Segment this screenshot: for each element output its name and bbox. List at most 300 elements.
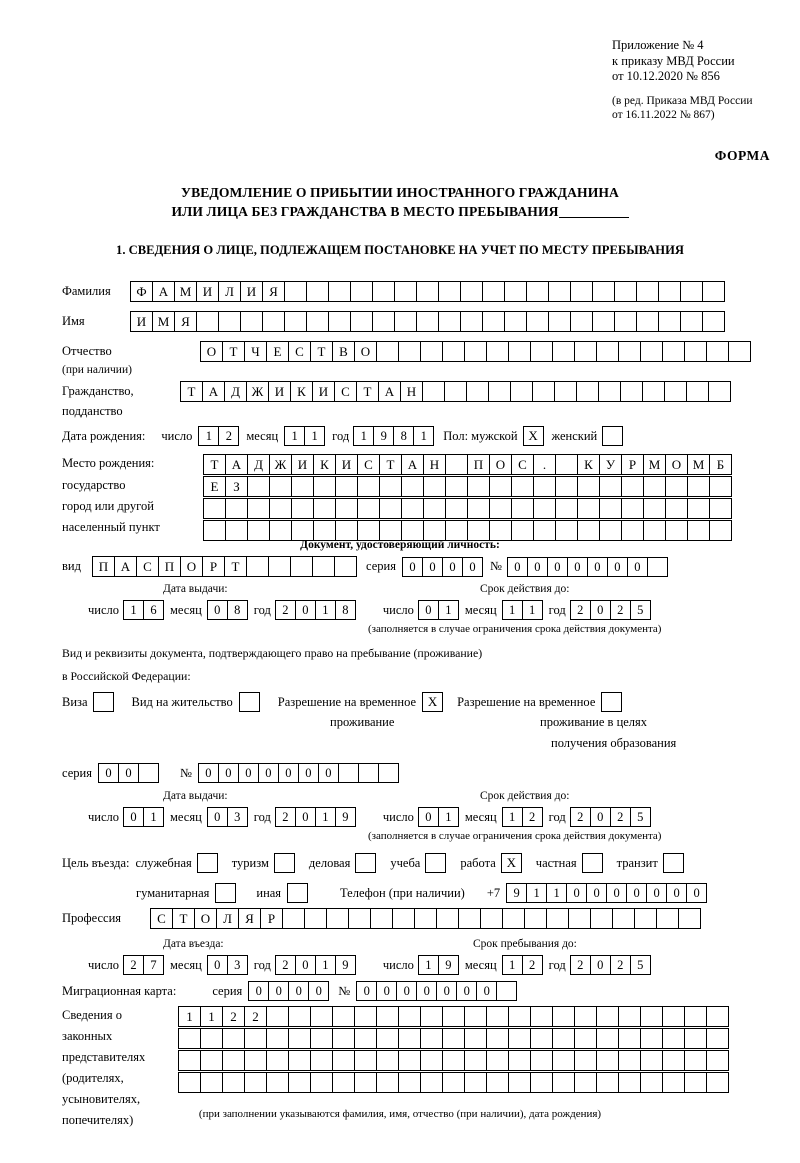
- cell[interactable]: [370, 908, 393, 929]
- cell[interactable]: [357, 498, 380, 519]
- birth-year-input[interactable]: [353, 426, 433, 446]
- cell[interactable]: [416, 311, 439, 332]
- cell[interactable]: 0: [527, 557, 548, 577]
- cell[interactable]: 6: [143, 600, 164, 620]
- cell[interactable]: [486, 1028, 509, 1049]
- birthplace-row-1[interactable]: [203, 454, 731, 475]
- cell[interactable]: 0: [507, 557, 528, 577]
- cell[interactable]: 2: [570, 955, 591, 975]
- cell[interactable]: Я: [174, 311, 197, 332]
- cell[interactable]: [438, 281, 461, 302]
- cell[interactable]: 0: [268, 981, 289, 1001]
- cell[interactable]: [222, 1050, 245, 1071]
- cell[interactable]: [442, 341, 465, 362]
- cell[interactable]: [486, 1050, 509, 1071]
- cell[interactable]: [706, 1050, 729, 1071]
- identity-series-input[interactable]: [402, 557, 482, 577]
- cell[interactable]: 1: [315, 955, 336, 975]
- cell[interactable]: [178, 1072, 201, 1093]
- cell[interactable]: [291, 520, 314, 541]
- cell[interactable]: [618, 1028, 641, 1049]
- cell[interactable]: А: [225, 454, 248, 475]
- cell[interactable]: С: [136, 556, 159, 577]
- cell[interactable]: [422, 381, 445, 402]
- entry-day-input[interactable]: [123, 955, 163, 975]
- cell[interactable]: И: [335, 454, 358, 475]
- cell[interactable]: [511, 476, 534, 497]
- cell[interactable]: А: [152, 281, 175, 302]
- cell[interactable]: Л: [218, 281, 241, 302]
- cell[interactable]: [618, 341, 641, 362]
- cell[interactable]: [577, 520, 600, 541]
- cell[interactable]: Л: [216, 908, 239, 929]
- cell[interactable]: [225, 520, 248, 541]
- cell[interactable]: [394, 311, 417, 332]
- cell[interactable]: [486, 1006, 509, 1027]
- cell[interactable]: [706, 341, 729, 362]
- cell[interactable]: [332, 1072, 355, 1093]
- cell[interactable]: [247, 498, 270, 519]
- cell[interactable]: 2: [522, 807, 543, 827]
- cell[interactable]: [442, 1006, 465, 1027]
- cell[interactable]: [621, 498, 644, 519]
- cell[interactable]: [266, 1050, 289, 1071]
- cell[interactable]: Т: [310, 341, 333, 362]
- cell[interactable]: О: [489, 454, 512, 475]
- cell[interactable]: [244, 1050, 267, 1071]
- cell[interactable]: [596, 1028, 619, 1049]
- cell[interactable]: Я: [238, 908, 261, 929]
- cell[interactable]: [599, 476, 622, 497]
- cell[interactable]: [612, 908, 635, 929]
- cell[interactable]: [269, 520, 292, 541]
- cell[interactable]: [596, 1006, 619, 1027]
- cell[interactable]: [398, 341, 421, 362]
- cell[interactable]: 1: [546, 883, 567, 903]
- cell[interactable]: О: [194, 908, 217, 929]
- cell[interactable]: Д: [224, 381, 247, 402]
- cell[interactable]: [662, 1050, 685, 1071]
- representatives-row-1[interactable]: [178, 1006, 728, 1027]
- cell[interactable]: [662, 1006, 685, 1027]
- cell[interactable]: [332, 1050, 355, 1071]
- cell[interactable]: 5: [630, 807, 651, 827]
- birth-month-input[interactable]: [284, 426, 324, 446]
- cell[interactable]: [634, 908, 657, 929]
- permit-issue-month-input[interactable]: [207, 807, 247, 827]
- cell[interactable]: 2: [222, 1006, 245, 1027]
- cell[interactable]: [313, 476, 336, 497]
- cell[interactable]: [662, 341, 685, 362]
- cell[interactable]: 1: [284, 426, 305, 446]
- cell[interactable]: [338, 763, 359, 783]
- cell[interactable]: 2: [610, 600, 631, 620]
- cell[interactable]: М: [643, 454, 666, 475]
- cell[interactable]: [269, 476, 292, 497]
- cell[interactable]: 0: [308, 981, 329, 1001]
- cell[interactable]: [508, 1050, 531, 1071]
- cell[interactable]: И: [130, 311, 153, 332]
- cell[interactable]: [372, 311, 395, 332]
- cell[interactable]: 2: [244, 1006, 267, 1027]
- cell[interactable]: 0: [476, 981, 497, 1001]
- cell[interactable]: 0: [586, 883, 607, 903]
- cell[interactable]: [464, 1028, 487, 1049]
- cell[interactable]: [284, 311, 307, 332]
- cell[interactable]: [508, 1072, 531, 1093]
- cell[interactable]: [555, 498, 578, 519]
- cell[interactable]: [442, 1028, 465, 1049]
- cell[interactable]: 0: [442, 557, 463, 577]
- purpose-option2-checkbox-0[interactable]: [215, 883, 236, 903]
- cell[interactable]: [576, 381, 599, 402]
- cell[interactable]: [533, 498, 556, 519]
- cell[interactable]: [618, 1072, 641, 1093]
- cell[interactable]: [482, 281, 505, 302]
- purpose-option2-checkbox-1[interactable]: [287, 883, 308, 903]
- cell[interactable]: А: [378, 381, 401, 402]
- residence-permit-checkbox[interactable]: [239, 692, 260, 712]
- identity-type-input[interactable]: [92, 556, 356, 577]
- cell[interactable]: [376, 1050, 399, 1071]
- cell[interactable]: 8: [227, 600, 248, 620]
- edu-residence-checkbox[interactable]: [601, 692, 622, 712]
- cell[interactable]: [554, 381, 577, 402]
- stay-day-input[interactable]: [418, 955, 458, 975]
- cell[interactable]: 9: [335, 955, 356, 975]
- cell[interactable]: [240, 311, 263, 332]
- cell[interactable]: [376, 1028, 399, 1049]
- cell[interactable]: [310, 1050, 333, 1071]
- cell[interactable]: А: [114, 556, 137, 577]
- cell[interactable]: И: [196, 281, 219, 302]
- cell[interactable]: 2: [275, 955, 296, 975]
- cell[interactable]: [379, 520, 402, 541]
- cell[interactable]: [266, 1006, 289, 1027]
- cell[interactable]: [203, 520, 226, 541]
- cell[interactable]: 8: [335, 600, 356, 620]
- cell[interactable]: О: [354, 341, 377, 362]
- cell[interactable]: [442, 1050, 465, 1071]
- cell[interactable]: 0: [207, 807, 228, 827]
- birthplace-row-2[interactable]: [203, 476, 731, 497]
- cell[interactable]: [684, 1028, 707, 1049]
- cell[interactable]: К: [313, 454, 336, 475]
- cell[interactable]: П: [158, 556, 181, 577]
- permit-valid-month-input[interactable]: [502, 807, 542, 827]
- cell[interactable]: [596, 1050, 619, 1071]
- cell[interactable]: [244, 1028, 267, 1049]
- cell[interactable]: [200, 1050, 223, 1071]
- cell[interactable]: Р: [260, 908, 283, 929]
- cell[interactable]: [291, 476, 314, 497]
- cell[interactable]: Н: [423, 454, 446, 475]
- visa-checkbox[interactable]: [93, 692, 114, 712]
- cell[interactable]: [420, 341, 443, 362]
- cell[interactable]: И: [291, 454, 314, 475]
- cell[interactable]: [354, 1006, 377, 1027]
- name-input[interactable]: [130, 311, 724, 332]
- cell[interactable]: [332, 1028, 355, 1049]
- cell[interactable]: [246, 556, 269, 577]
- cell[interactable]: [200, 1072, 223, 1093]
- cell[interactable]: А: [401, 454, 424, 475]
- permit-issue-year-input[interactable]: [275, 807, 355, 827]
- cell[interactable]: [533, 520, 556, 541]
- cell[interactable]: [665, 476, 688, 497]
- cell[interactable]: [489, 498, 512, 519]
- cell[interactable]: П: [92, 556, 115, 577]
- cell[interactable]: [354, 1028, 377, 1049]
- cell[interactable]: [401, 476, 424, 497]
- cell[interactable]: Я: [262, 281, 285, 302]
- cell[interactable]: [357, 520, 380, 541]
- cell[interactable]: О: [200, 341, 223, 362]
- cell[interactable]: [708, 381, 731, 402]
- cell[interactable]: [398, 1028, 421, 1049]
- cell[interactable]: [621, 476, 644, 497]
- cell[interactable]: [464, 341, 487, 362]
- cell[interactable]: [436, 908, 459, 929]
- cell[interactable]: 0: [416, 981, 437, 1001]
- cell[interactable]: 0: [590, 600, 611, 620]
- cell[interactable]: 0: [295, 807, 316, 827]
- cell[interactable]: [379, 476, 402, 497]
- cell[interactable]: 0: [278, 763, 299, 783]
- cell[interactable]: Т: [222, 341, 245, 362]
- cell[interactable]: [555, 476, 578, 497]
- cell[interactable]: [467, 498, 490, 519]
- cell[interactable]: 0: [646, 883, 667, 903]
- cell[interactable]: [445, 498, 468, 519]
- cell[interactable]: [592, 281, 615, 302]
- cell[interactable]: 2: [218, 426, 239, 446]
- purpose-option-checkbox-6[interactable]: [663, 853, 684, 873]
- cell[interactable]: [420, 1006, 443, 1027]
- cell[interactable]: [621, 520, 644, 541]
- cell[interactable]: [508, 341, 531, 362]
- cell[interactable]: 0: [218, 763, 239, 783]
- cell[interactable]: [284, 281, 307, 302]
- cell[interactable]: 0: [590, 807, 611, 827]
- cell[interactable]: [423, 498, 446, 519]
- cell[interactable]: [687, 520, 710, 541]
- cell[interactable]: С: [150, 908, 173, 929]
- cell[interactable]: [614, 281, 637, 302]
- cell[interactable]: [599, 498, 622, 519]
- cell[interactable]: Е: [266, 341, 289, 362]
- cell[interactable]: 0: [318, 763, 339, 783]
- cell[interactable]: [524, 908, 547, 929]
- permit-valid-year-input[interactable]: [570, 807, 650, 827]
- cell[interactable]: 3: [227, 807, 248, 827]
- cell[interactable]: 0: [238, 763, 259, 783]
- cell[interactable]: [266, 1028, 289, 1049]
- cell[interactable]: [203, 498, 226, 519]
- cell[interactable]: [574, 341, 597, 362]
- cell[interactable]: [486, 341, 509, 362]
- cell[interactable]: [620, 381, 643, 402]
- identity-valid-year-input[interactable]: [570, 600, 650, 620]
- cell[interactable]: [574, 1028, 597, 1049]
- permit-issue-day-input[interactable]: [123, 807, 163, 827]
- cell[interactable]: С: [334, 381, 357, 402]
- cell[interactable]: [335, 476, 358, 497]
- cell[interactable]: [546, 908, 569, 929]
- identity-issue-month-input[interactable]: [207, 600, 247, 620]
- cell[interactable]: [350, 311, 373, 332]
- cell[interactable]: Р: [202, 556, 225, 577]
- cell[interactable]: 2: [522, 955, 543, 975]
- cell[interactable]: 0: [436, 981, 457, 1001]
- phone-input[interactable]: [506, 883, 706, 903]
- cell[interactable]: [398, 1072, 421, 1093]
- cell[interactable]: 1: [315, 600, 336, 620]
- cell[interactable]: [464, 1050, 487, 1071]
- cell[interactable]: [488, 381, 511, 402]
- cell[interactable]: [552, 1006, 575, 1027]
- cell[interactable]: [636, 311, 659, 332]
- cell[interactable]: [504, 311, 527, 332]
- cell[interactable]: 2: [570, 600, 591, 620]
- patronymic-input[interactable]: [200, 341, 750, 362]
- cell[interactable]: [706, 1072, 729, 1093]
- cell[interactable]: [332, 1006, 355, 1027]
- cell[interactable]: [555, 454, 578, 475]
- cell[interactable]: [574, 1006, 597, 1027]
- cell[interactable]: [354, 1050, 377, 1071]
- cell[interactable]: [702, 311, 725, 332]
- cell[interactable]: 9: [438, 955, 459, 975]
- cell[interactable]: [709, 476, 732, 497]
- cell[interactable]: [392, 908, 415, 929]
- permit-number-input[interactable]: [198, 763, 398, 783]
- purpose-option-checkbox-0[interactable]: [197, 853, 218, 873]
- cell[interactable]: 0: [396, 981, 417, 1001]
- cell[interactable]: 9: [373, 426, 394, 446]
- cell[interactable]: [504, 281, 527, 302]
- cell[interactable]: [640, 1072, 663, 1093]
- cell[interactable]: С: [357, 454, 380, 475]
- cell[interactable]: 0: [356, 981, 377, 1001]
- cell[interactable]: [508, 1028, 531, 1049]
- cell[interactable]: [662, 1072, 685, 1093]
- cell[interactable]: [357, 476, 380, 497]
- cell[interactable]: [200, 1028, 223, 1049]
- cell[interactable]: 0: [686, 883, 707, 903]
- cell[interactable]: [310, 1028, 333, 1049]
- permit-series-input[interactable]: [98, 763, 158, 783]
- cell[interactable]: [502, 908, 525, 929]
- purpose-option-checkbox-3[interactable]: [425, 853, 446, 873]
- cell[interactable]: [196, 311, 219, 332]
- cell[interactable]: [684, 1050, 707, 1071]
- cell[interactable]: [640, 1028, 663, 1049]
- cell[interactable]: [574, 1050, 597, 1071]
- cell[interactable]: 2: [123, 955, 144, 975]
- cell[interactable]: А: [202, 381, 225, 402]
- cell[interactable]: [467, 520, 490, 541]
- cell[interactable]: [510, 381, 533, 402]
- cell[interactable]: 5: [630, 955, 651, 975]
- cell[interactable]: [372, 281, 395, 302]
- cell[interactable]: 0: [98, 763, 119, 783]
- cell[interactable]: 3: [227, 955, 248, 975]
- cell[interactable]: О: [665, 454, 688, 475]
- stay-year-input[interactable]: [570, 955, 650, 975]
- cell[interactable]: [312, 556, 335, 577]
- cell[interactable]: З: [225, 476, 248, 497]
- cell[interactable]: [394, 281, 417, 302]
- cell[interactable]: 0: [295, 955, 316, 975]
- cell[interactable]: 2: [275, 600, 296, 620]
- cell[interactable]: [313, 498, 336, 519]
- cell[interactable]: 1: [178, 1006, 201, 1027]
- sex-male-checkbox[interactable]: Х: [523, 426, 544, 446]
- cell[interactable]: 0: [248, 981, 269, 1001]
- cell[interactable]: 1: [522, 600, 543, 620]
- cell[interactable]: [335, 498, 358, 519]
- cell[interactable]: [686, 381, 709, 402]
- cell[interactable]: [548, 281, 571, 302]
- cell[interactable]: Т: [379, 454, 402, 475]
- cell[interactable]: 1: [526, 883, 547, 903]
- cell[interactable]: 8: [393, 426, 414, 446]
- cell[interactable]: Б: [709, 454, 732, 475]
- cell[interactable]: Н: [400, 381, 423, 402]
- cell[interactable]: 1: [502, 807, 523, 827]
- cell[interactable]: [636, 281, 659, 302]
- cell[interactable]: [687, 498, 710, 519]
- cell[interactable]: [662, 1028, 685, 1049]
- cell[interactable]: [326, 908, 349, 929]
- cell[interactable]: [618, 1006, 641, 1027]
- cell[interactable]: 2: [275, 807, 296, 827]
- cell[interactable]: 0: [567, 557, 588, 577]
- cell[interactable]: Р: [621, 454, 644, 475]
- cell[interactable]: [570, 281, 593, 302]
- cell[interactable]: [526, 281, 549, 302]
- cell[interactable]: [310, 1006, 333, 1027]
- cell[interactable]: М: [687, 454, 710, 475]
- surname-input[interactable]: [130, 281, 724, 302]
- representatives-row-2[interactable]: [178, 1028, 728, 1049]
- cell[interactable]: [420, 1072, 443, 1093]
- cell[interactable]: 2: [610, 807, 631, 827]
- cell[interactable]: [555, 520, 578, 541]
- cell[interactable]: 0: [607, 557, 628, 577]
- cell[interactable]: [640, 1006, 663, 1027]
- cell[interactable]: 1: [123, 600, 144, 620]
- cell[interactable]: 1: [200, 1006, 223, 1027]
- cell[interactable]: [288, 1028, 311, 1049]
- cell[interactable]: [376, 1006, 399, 1027]
- cell[interactable]: [460, 281, 483, 302]
- identity-number-input[interactable]: [507, 557, 667, 577]
- cell[interactable]: 0: [295, 600, 316, 620]
- cell[interactable]: [328, 311, 351, 332]
- cell[interactable]: [574, 1072, 597, 1093]
- cell[interactable]: [684, 1006, 707, 1027]
- cell[interactable]: [288, 1072, 311, 1093]
- cell[interactable]: Ж: [269, 454, 292, 475]
- cell[interactable]: Д: [247, 454, 270, 475]
- birth-day-input[interactable]: [198, 426, 238, 446]
- cell[interactable]: [445, 520, 468, 541]
- purpose-option-checkbox-5[interactable]: [582, 853, 603, 873]
- cell[interactable]: [530, 341, 553, 362]
- entry-month-input[interactable]: [207, 955, 247, 975]
